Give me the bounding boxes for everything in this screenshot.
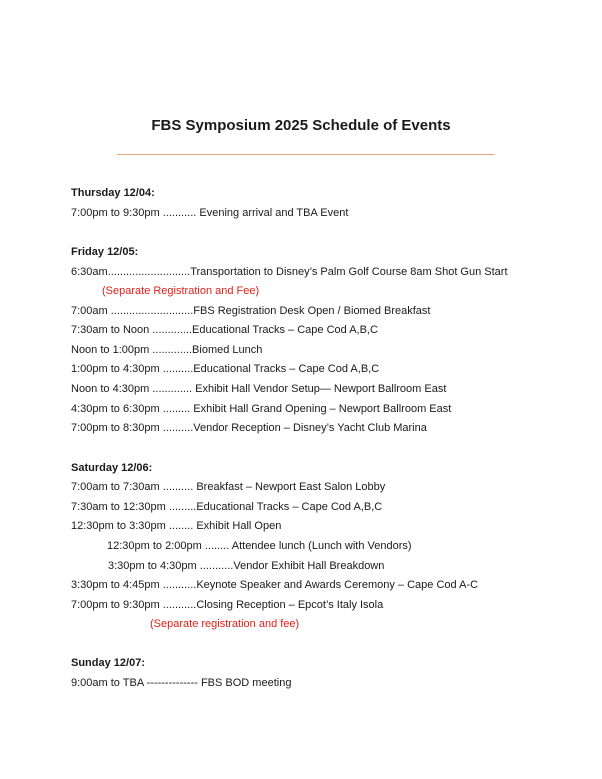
schedule-entry-indented: 3:30pm to 4:30pm ...........Vendor Exhibit Hall Breakdown bbox=[108, 560, 385, 572]
document-title: FBS Symposium 2025 Schedule of Events bbox=[151, 117, 451, 134]
saturday-heading: Saturday 12/06: bbox=[71, 462, 153, 474]
registration-note: (Separate registration and fee) bbox=[150, 618, 300, 630]
thursday-heading: Thursday 12/04: bbox=[71, 187, 155, 199]
schedule-entry: 12:30pm to 3:30pm ........ Exhibit Hall Open bbox=[71, 520, 282, 532]
schedule-entry: 3:30pm to 4:45pm ...........Keynote Speaker and Awards Ceremony – Cape Cod A-C bbox=[71, 579, 479, 591]
registration-note: (Separate Registration and Fee) bbox=[102, 285, 260, 297]
schedule-entry: 7:00am ...........................FBS Registration Desk Open / Biomed Breakfast bbox=[71, 305, 431, 317]
schedule-entry: 7:00pm to 8:30pm ..........Vendor Reception – Disney’s Yacht Club Marina bbox=[71, 422, 427, 434]
schedule-entry: 9:00am to TBA -------------- FBS BOD meeting bbox=[71, 677, 292, 689]
friday-heading: Friday 12/05: bbox=[71, 246, 139, 258]
sunday-heading: Sunday 12/07: bbox=[71, 657, 145, 669]
schedule-entry: 7:00pm to 9:30pm ........... Evening arrival and TBA Event bbox=[71, 207, 349, 219]
schedule-entry: 1:00pm to 4:30pm ..........Educational Tracks – Cape Cod A,B,C bbox=[71, 363, 380, 375]
schedule-entry: 7:30am to Noon .............Educational Tracks – Cape Cod A,B,C bbox=[71, 324, 378, 336]
schedule-entry: 7:30am to 12:30pm .........Educational Tracks – Cape Cod A,B,C bbox=[71, 501, 383, 513]
schedule-entry: 4:30pm to 6:30pm ......... Exhibit Hall Grand Opening – Newport Ballroom East bbox=[71, 403, 452, 415]
schedule-entry: 7:00am to 7:30am .......... Breakfast – Newport East Salon Lobby bbox=[71, 481, 386, 493]
title-divider bbox=[117, 154, 494, 155]
schedule-entry: Noon to 4:30pm ............. Exhibit Hall Vendor Setup— Newport Ballroom East bbox=[71, 383, 447, 395]
schedule-entry: Noon to 1:00pm .............Biomed Lunch bbox=[71, 344, 263, 356]
schedule-entry: 7:00pm to 9:30pm ...........Closing Reception – Epcot’s Italy Isola bbox=[71, 599, 384, 611]
schedule-entry: 6:30am...........................Transportation to Disney’s Palm Golf Course 8am Shot Gun Start bbox=[71, 266, 508, 278]
schedule-entry-indented: 12:30pm to 2:00pm ........ Attendee lunch (Lunch with Vendors) bbox=[107, 540, 412, 552]
